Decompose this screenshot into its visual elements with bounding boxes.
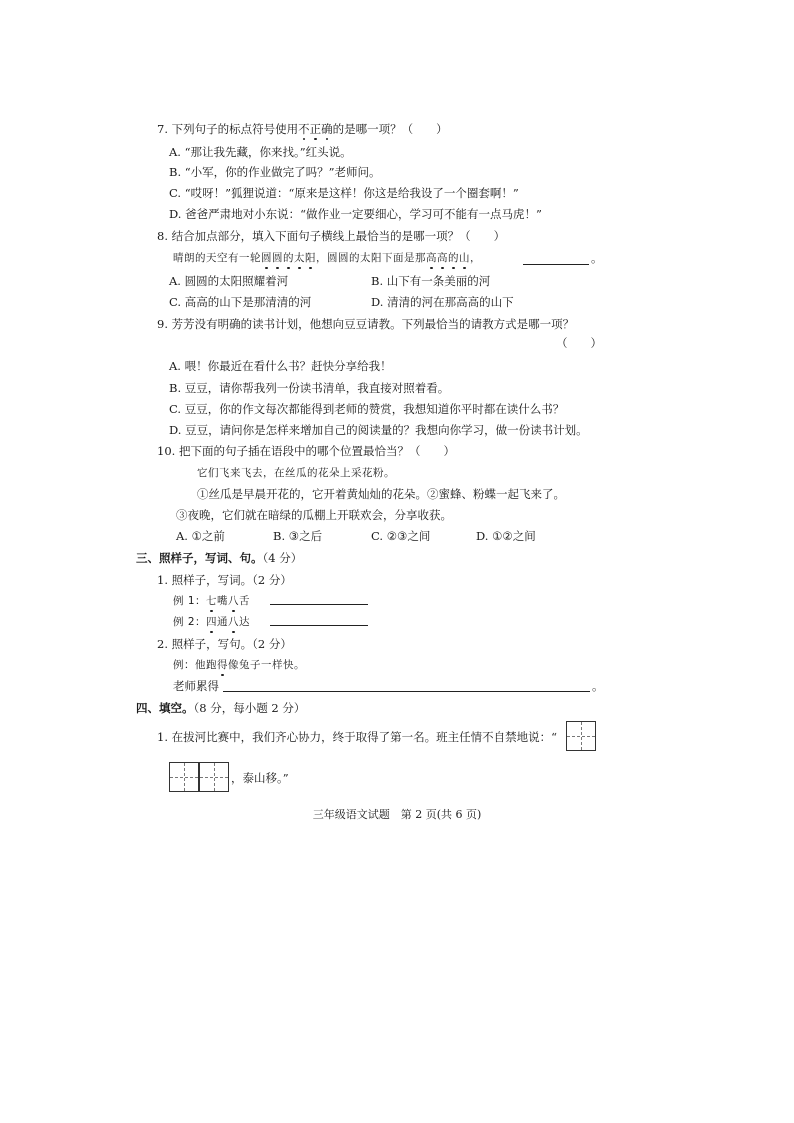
- q7-option-b: B. “小军，你的作业做完了吗？”老师问。: [169, 165, 381, 179]
- sec3-example-3: 例：他跑得像兔子一样快。: [173, 659, 305, 671]
- q10-answer-paren[interactable]: （ ）: [408, 444, 455, 458]
- q7-answer-paren[interactable]: （ ）: [401, 122, 448, 136]
- q8-option-a: A. 圆圆的太阳照耀着河: [169, 274, 289, 288]
- sec4-q1-char-box-3[interactable]: [199, 762, 229, 792]
- sec3-q1-blank-2[interactable]: [270, 625, 368, 626]
- section-3-title: 三、照样子，写词、句。（4 分）: [136, 551, 303, 565]
- q8-sentence-end: 。: [591, 251, 603, 265]
- q10-option-d: D. ①②之间: [476, 529, 536, 543]
- sec3-q2-stem: 2. 照样子，写句。（2 分）: [157, 637, 292, 651]
- q8-answer-paren[interactable]: （ ）: [459, 229, 506, 243]
- page-footer: 三年级语文试题 第 2 页(共 6 页): [312, 808, 482, 821]
- q8-dotted-1: 圆圆的太阳: [261, 252, 316, 264]
- sec3-q2-answer-end: 。: [592, 679, 604, 693]
- sec3-q2-answer-blank[interactable]: [223, 691, 590, 692]
- q10-passage-line1: ①丝瓜是早晨开花的，它开着黄灿灿的花朵。②蜜蜂、粉蝶一起飞来了。: [197, 487, 565, 501]
- sec4-q1-char-box-1[interactable]: [566, 721, 596, 751]
- sec4-q1-stem: 1. 在拔河比赛中，我们齐心协力，终于取得了第一名。班主任情不自禁地说：“: [157, 730, 558, 744]
- q9-stem: 9. 芳芳没有明确的读书计划，他想向豆豆请教。下列最恰当的请教方式是哪一项？: [157, 317, 575, 331]
- q9-answer-paren[interactable]: （ ）: [556, 336, 602, 350]
- q10-passage-line2: ③夜晚，它们就在暗绿的瓜棚上开联欢会，分享收获。: [176, 508, 452, 522]
- q9-option-a: A. 喂！你最近在看什么书？赶快分享给我！: [169, 359, 392, 373]
- sec3-q2-answer-prefix: 老师累得: [173, 679, 219, 693]
- section-4-title: 四、填空。（8 分，每小题 2 分）: [136, 701, 306, 715]
- q8-option-b: B. 山下有一条美丽的河: [371, 274, 491, 288]
- q7-option-c: C. “哎呀！”狐狸说道：“原来是这样！你这是给我设了一个圈套啊！”: [169, 186, 519, 200]
- q10-option-b: B. ③之后: [273, 529, 323, 543]
- q9-option-b: B. 豆豆，请你帮我列一份读书清单，我直接对照着看。: [169, 381, 450, 395]
- q8-option-d: D. 清清的河在那高高的山下: [371, 295, 514, 309]
- q10-option-a: A. ①之前: [176, 529, 225, 543]
- q7-option-d: D. 爸爸严肃地对小东说：“做作业一定要细心，学习可不能有一点马虎！”: [169, 207, 542, 221]
- sec3-q1-blank-1[interactable]: [270, 604, 368, 605]
- sec4-q1-char-box-2[interactable]: [169, 762, 199, 792]
- q8-option-c: C. 高高的山下是那清清的河: [169, 295, 312, 309]
- sec4-q1-tail: ，泰山移。”: [231, 771, 289, 785]
- q8-sentence: 晴朗的天空有一轮圆圆的太阳，圆圆的太阳下面是那高高的山，: [173, 252, 481, 264]
- sec3-example-2: 例 2：四通八达: [173, 616, 251, 628]
- q8-answer-blank[interactable]: [523, 264, 589, 265]
- q7-stem: 7. 下列句子的标点符号使用不正确的是哪一项？（ ）: [157, 122, 448, 136]
- q9-option-d: D. 豆豆，请问你是怎样来增加自己的阅读量的？我想向你学习，做一份读书计划。: [169, 423, 588, 437]
- q7-option-a: A. “那让我先藏，你来找。”红头说。: [169, 145, 352, 159]
- q10-option-c: C. ②③之间: [371, 529, 431, 543]
- q10-stem: 10. 把下面的句子插在语段中的哪个位置最恰当？（ ）: [157, 444, 455, 458]
- q8-stem: 8. 结合加点部分，填入下面句子横线上最恰当的是哪一项？（ ）: [157, 229, 506, 243]
- q10-insert-sentence: 它们飞来飞去，在丝瓜的花朵上采花粉。: [197, 467, 395, 479]
- q9-option-c: C. 豆豆，你的作文每次都能得到老师的赞赏，我想知道你平时都在读什么书？: [169, 402, 565, 416]
- sec3-q1-stem: 1. 照样子，写词。（2 分）: [157, 573, 292, 587]
- q8-dotted-2: 高高的山: [426, 252, 470, 264]
- sec3-example-1: 例 1：七嘴八舌: [173, 595, 251, 607]
